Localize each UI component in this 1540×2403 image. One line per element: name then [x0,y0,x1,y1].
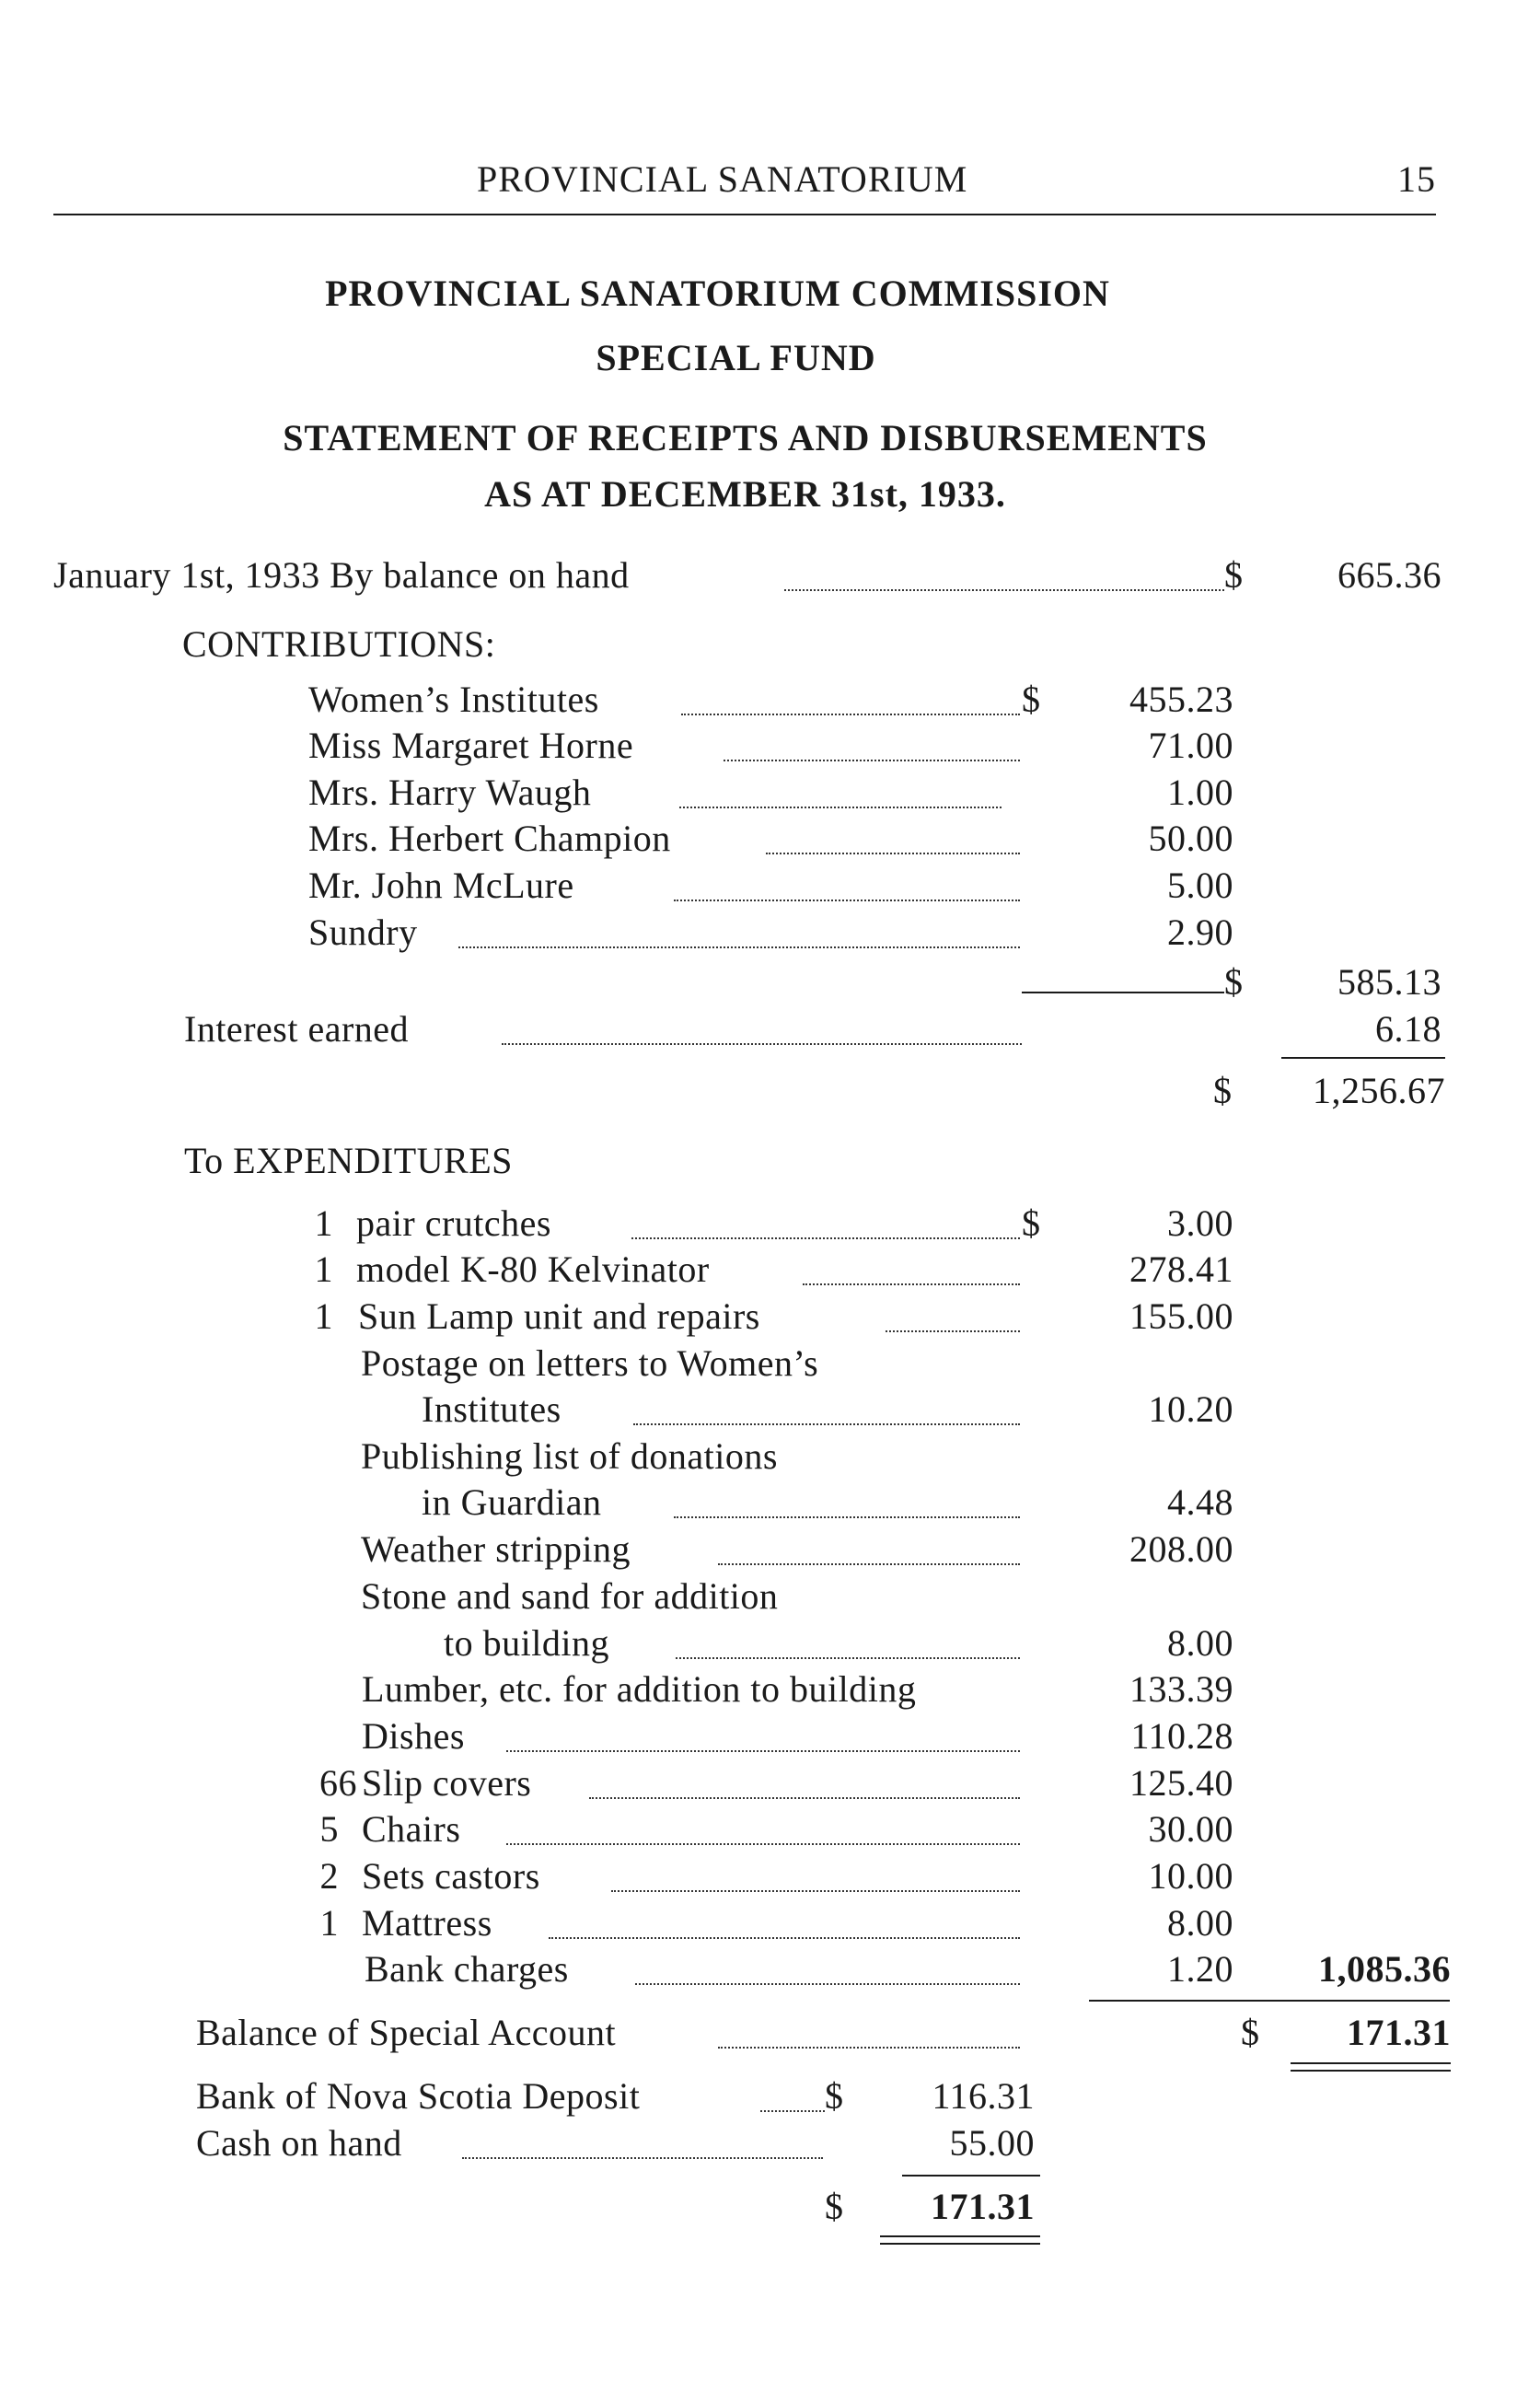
deposit-amount: 55.00 [949,2122,1035,2164]
expenditure-label-continued: Institutes [422,1388,562,1430]
expenditure-amount: 278.41 [1129,1248,1233,1290]
contributions-subtotal: 585.13 [1337,961,1442,1003]
contribution-amount: 71.00 [1148,725,1233,766]
balance-amount: 171.31 [1347,2012,1451,2053]
leader-dots [635,1983,1020,1985]
leader-dots [803,1283,1020,1285]
leader-dots [611,1890,1020,1892]
total-rule [902,2175,1040,2177]
dollar-sign: $ [1224,554,1244,596]
dollar-sign: $ [1241,2012,1260,2053]
leader-dots [462,2157,823,2159]
leader-dots [458,946,1020,948]
opening-balance-label: January 1st, 1933 By balance on hand [53,554,630,596]
leader-dots [681,714,1020,715]
leader-dots [549,1937,1020,1939]
expenditure-label: Mattress [362,1902,492,1944]
expenditure-amount: 208.00 [1129,1528,1233,1570]
total-rule [1089,2000,1450,2002]
contribution-label: Sundry [308,911,418,953]
dollar-sign: $ [825,2186,844,2227]
expenditure-amount: 110.28 [1130,1715,1233,1757]
contribution-amount: 5.00 [1167,865,1233,906]
double-rule [880,2235,1040,2245]
deposit-label: Bank of Nova Scotia Deposit [196,2075,641,2117]
item-quantity: 2 [319,1855,339,1897]
leader-dots [633,1423,1020,1425]
leader-dots [760,2110,825,2112]
leader-dots [718,1563,1020,1565]
item-quantity: 5 [319,1808,339,1850]
interest-amount: 6.18 [1375,1008,1442,1050]
title-line-1: PROVINCIAL SANATORIUM COMMISSION [325,273,1110,314]
expenditure-amount: 10.00 [1148,1855,1233,1897]
contribution-label: Miss Margaret Horne [308,725,634,766]
contribution-label: Mrs. Herbert Champion [308,818,671,859]
dollar-sign: $ [1022,1202,1041,1244]
expenditure-amount: 8.00 [1167,1902,1233,1944]
expenditure-amount: 133.39 [1129,1668,1233,1710]
expenditure-label: Publishing list of donations [361,1435,778,1477]
expenditure-amount: 10.20 [1148,1388,1233,1430]
receipts-total: 1,256.67 [1313,1070,1445,1111]
dollar-sign: $ [825,2075,844,2117]
expenditure-label: Sets castors [362,1855,540,1897]
expenditure-amount: 125.40 [1129,1762,1233,1804]
contribution-label: Mrs. Harry Waugh [308,772,592,813]
expenditure-label: Sun Lamp unit and repairs [358,1295,760,1337]
expenditure-label: pair crutches [356,1202,551,1244]
leader-dots [766,853,1020,854]
expenditure-label: Chairs [362,1808,461,1850]
expenditure-amount: 155.00 [1129,1295,1233,1337]
leader-dots [506,1750,1020,1752]
expenditure-label: Weather stripping [361,1528,631,1570]
expenditure-amount: 8.00 [1167,1622,1233,1664]
dollar-sign: $ [1213,1070,1233,1111]
expenditure-label-continued: in Guardian [422,1481,602,1523]
expenditures-total: 1,085.36 [1318,1948,1451,1990]
expenditure-amount: 4.48 [1167,1481,1233,1523]
leader-dots [676,1657,1020,1659]
item-quantity: 1 [314,1295,333,1337]
dollar-sign: $ [1224,961,1244,1003]
deposits-total: 171.31 [931,2186,1035,2227]
contribution-amount: 1.00 [1167,772,1233,813]
title-line-3: STATEMENT OF RECEIPTS AND DISBURSEMENTS [283,417,1208,459]
leader-dots [724,760,1020,761]
expenditure-label: Postage on letters to Women’s [361,1342,819,1384]
double-rule [1291,2062,1451,2072]
leader-dots [784,589,1224,591]
contribution-amount: 50.00 [1148,818,1233,859]
leader-dots [679,807,1002,808]
leader-dots [886,1330,1020,1332]
leader-dots [502,1043,1022,1045]
leader-dots [506,1843,1020,1845]
contribution-amount: 2.90 [1167,911,1233,953]
expenditure-amount: 3.00 [1167,1202,1233,1244]
leader-dots [674,900,1020,901]
dollar-sign: $ [1022,679,1041,720]
contribution-label: Mr. John McLure [308,865,574,906]
expenditure-label: Slip covers [362,1762,532,1804]
expenditure-amount: 30.00 [1148,1808,1233,1850]
expenditures-heading: To EXPENDITURES [184,1140,513,1181]
expenditure-label: Bank charges [365,1948,569,1990]
contribution-amount: 455.23 [1129,679,1233,720]
title-line-4: AS AT DECEMBER 31st, 1933. [484,473,1006,515]
item-quantity: 1 [314,1202,333,1244]
deposit-amount: 116.31 [932,2075,1035,2117]
leader-dots [674,1516,1020,1518]
expenditure-label: Dishes [362,1715,465,1757]
header-rule [53,214,1436,215]
expenditure-label: Lumber, etc. for addition to building [362,1668,917,1710]
subtotal-rule [1022,992,1224,993]
opening-balance-amount: 665.36 [1337,554,1442,596]
leader-dots [631,1237,1020,1239]
balance-label: Balance of Special Account [196,2012,617,2053]
expenditure-label: Stone and sand for addition [361,1575,779,1617]
expenditure-label-continued: to building [444,1622,609,1664]
leader-dots [718,2047,1020,2049]
leader-dots [589,1797,1020,1799]
item-quantity: 1 [319,1902,339,1944]
total-rule [1281,1057,1445,1059]
expenditure-label: model K-80 Kelvinator [356,1248,710,1290]
expenditure-amount: 1.20 [1167,1948,1233,1990]
item-quantity: 1 [314,1248,333,1290]
contribution-label: Women’s Institutes [308,679,599,720]
page-number: 15 [1397,158,1436,200]
contributions-heading: CONTRIBUTIONS: [182,623,496,665]
item-quantity: 66 [319,1762,357,1804]
running-title: PROVINCIAL SANATORIUM [477,158,968,200]
deposit-label: Cash on hand [196,2122,402,2164]
interest-label: Interest earned [184,1008,410,1050]
title-line-2: SPECIAL FUND [596,337,876,378]
